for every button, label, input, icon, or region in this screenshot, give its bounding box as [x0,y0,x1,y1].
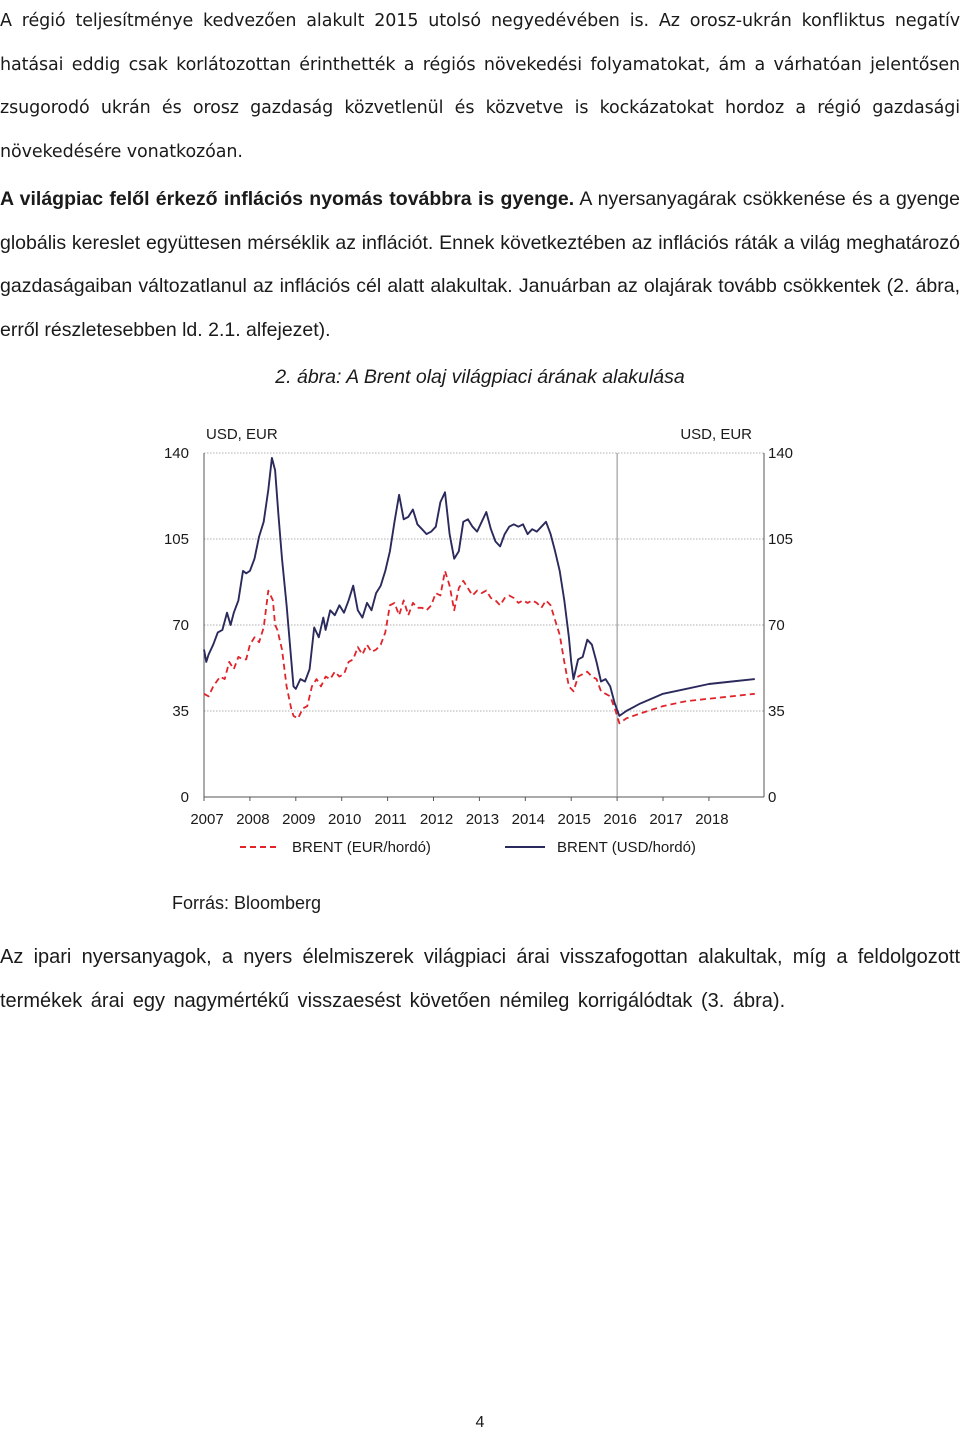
x-tick-label: 2015 [557,811,591,828]
x-tick-label: 2016 [603,811,637,828]
y-tick-label-right: 105 [768,531,794,548]
inflation-paragraph-lead: A világpiac felől érkező inflációs nyomás továbbra is gyenge. [0,188,575,210]
y-tick-label-right: 140 [768,445,794,462]
x-tick-label: 2014 [511,811,545,828]
y-tick-label-left: 105 [163,531,189,548]
x-tick-label: 2007 [190,811,224,828]
y-tick-label-left: 140 [163,445,189,462]
x-tick-label: 2010 [328,811,362,828]
legend-label-usd: BRENT (USD/hordó) [557,839,696,856]
x-tick-label: 2011 [374,811,407,828]
commodities-paragraph: Az ipari nyersanyagok, a nyers élelmiszerek világpiaci árai visszafogottan alakultak, míg a feldolgozott termékek árai egy nagymértékű visszaesést követően némileg korrigálódtak (3. ábra). [0,946,960,1012]
y-tick-label-left: 35 [172,703,189,720]
legend-label-eur: BRENT (EUR/hordó) [292,839,431,856]
x-tick-label: 2013 [465,811,500,828]
figure-title: 2. ábra: A Brent olaj világpiaci árának alakulása [275,366,685,388]
series-line-usd [204,458,755,716]
inflation-paragraph [0,178,960,353]
inflation-paragraph-body: A nyersanyagárak csökkenése és a gyenge globális kereslet együttesen mérséklik az inflációt. Ennek következtében az inflációs ráták a világ meghatározó gazdaságaiban változatlanul az inflációs cél alatt alakultak. Januárban az olajárak tovább csökkentek (2. ábra, erről részletesebben ld. 2.1. alfejezet). [0,188,960,342]
x-tick-label: 2012 [419,811,454,828]
y-tick-label-right: 35 [768,703,785,720]
x-tick-label: 2009 [282,811,316,828]
figure-source: Forrás: Bloomberg [172,893,322,913]
y-tick-label-left: 0 [180,789,189,806]
page-number: 4 [475,1414,485,1431]
y-tick-label-right: 0 [768,789,777,806]
series-line-eur [204,571,755,723]
y-tick-label-left: 70 [172,617,189,634]
brent-price-chart [0,410,960,870]
y-axis-unit-left: USD, EUR [206,426,278,443]
y-tick-label-right: 70 [768,617,785,634]
x-tick-label: 2018 [695,811,729,828]
y-axis-unit-right: USD, EUR [680,426,752,443]
intro-paragraph: A régió teljesítménye kedvezően alakult 2015 utolsó negyedévében is. Az orosz-ukrán konfliktus negatív hatásai eddig csak korlátozottan érinthették a régiós növekedési folyamatokat, ám a várhatóan jelentősen zsugorodó ukrán és orosz gazdaság közvetlenül és közvetve is kockázatokat hordoz a régió gazdasági növekedésére vonatkozóan. [0,11,960,162]
x-tick-label: 2008 [236,811,270,828]
x-tick-label: 2017 [649,811,683,828]
